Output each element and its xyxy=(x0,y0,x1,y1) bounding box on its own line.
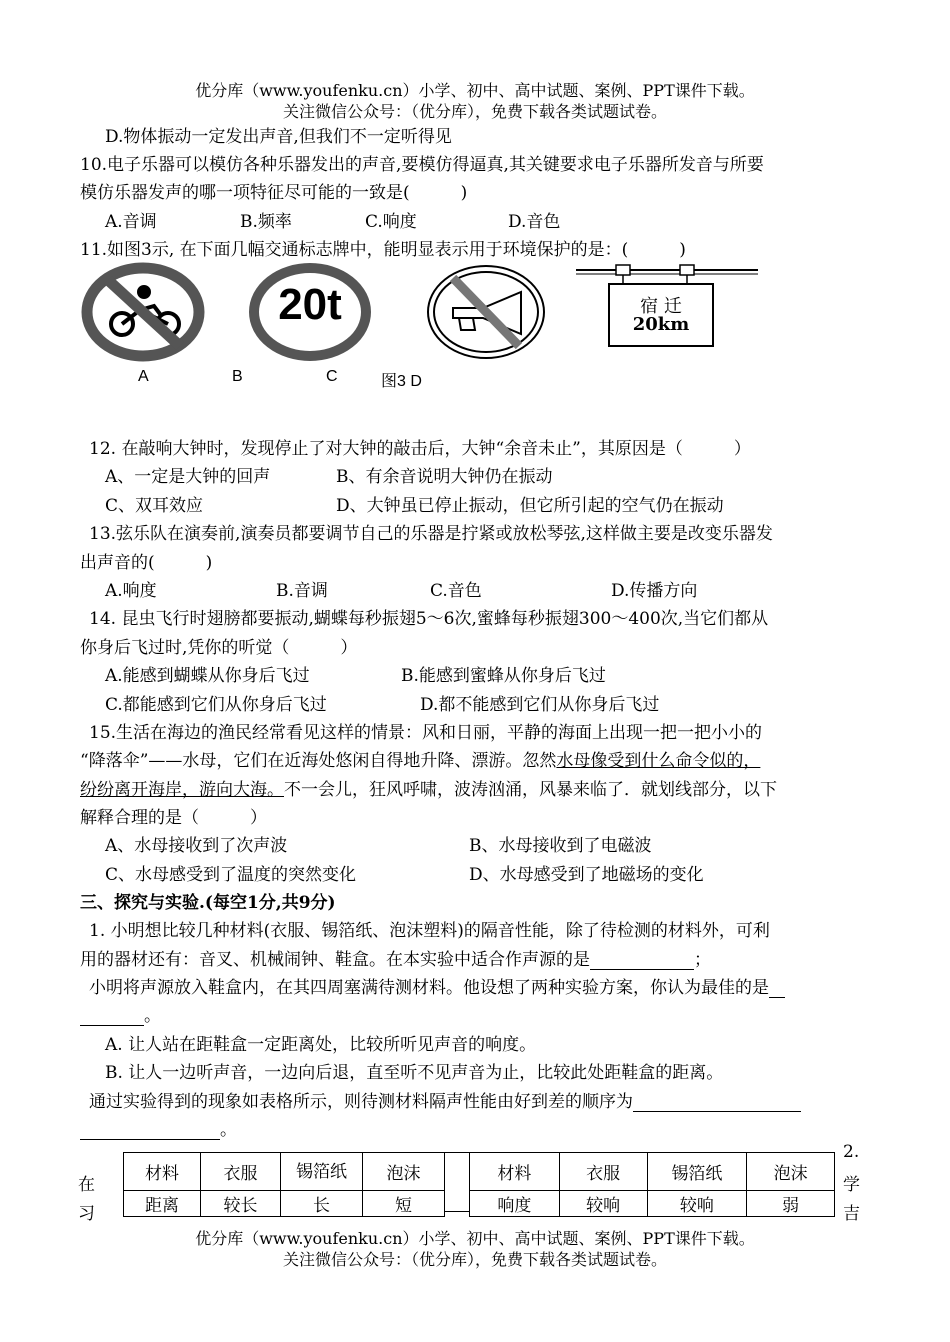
table-header-cell: 材料 xyxy=(470,1153,560,1191)
s3-p1-line-6-end: 。 xyxy=(220,1120,237,1140)
table-cell: 较响 xyxy=(559,1191,647,1217)
answer-blank-sound-source[interactable] xyxy=(590,951,694,970)
sign-label-b: B xyxy=(232,368,243,385)
q14-option-c: C.都能感到它们从你身后飞过 xyxy=(105,695,327,715)
sign-c-no-horn xyxy=(423,262,549,362)
q15-stem-3 xyxy=(80,775,777,800)
table-row xyxy=(470,1191,835,1217)
s3-p1-line-2-text: 用的器材还有：音叉、机械闹钟、鞋盒。在本实验中适合作声源的是 xyxy=(80,950,590,970)
q15-stem-1: 15.生活在海边的渔民经常看见这样的情景：风和日丽，平静的海面上出现一把一把小小的 xyxy=(89,723,763,743)
q15-underlined-2: 纷纷离开海岸，游向大海。 xyxy=(80,780,284,800)
side-right-1: 2. xyxy=(843,1142,860,1162)
table-cell: 响度 xyxy=(470,1191,560,1217)
s3-option-a: A. 让人站在距鞋盒一定距离处，比较所听见声音的响度。 xyxy=(105,1035,537,1055)
q12-option-b: B、有余音说明大钟仍在振动 xyxy=(336,467,553,487)
s3-p1-line-2-end: ； xyxy=(694,950,711,970)
answer-blank-order-cont[interactable] xyxy=(80,1121,220,1140)
q15-underlined-1: 水母像受到什么命令似的， xyxy=(556,751,761,771)
s3-p1-line-4-end: 。 xyxy=(144,1006,161,1026)
sign-a-no-bicycle xyxy=(80,262,206,362)
q13-stem-2: 出声音的( ) xyxy=(80,553,213,573)
q15-stem-4: 解释合理的是（ ） xyxy=(80,808,267,828)
table-header-cell: 衣服 xyxy=(201,1153,281,1191)
table-header-cell: 泡沫 xyxy=(363,1153,445,1191)
s3-p1-line-2 xyxy=(80,945,711,970)
footer-line-2: 关注微信公众号：（优分库），免费下载各类试题试卷。 xyxy=(282,1250,667,1269)
s3-p1-line-5-text: 通过实验得到的现象如表格所示，则待测材料隔声性能由好到差的顺序为 xyxy=(89,1092,633,1112)
q13-option-d: D.传播方向 xyxy=(611,581,698,601)
sign-label-c: C xyxy=(326,368,338,385)
q15-option-b: B、水母接收到了电磁波 xyxy=(469,836,652,856)
side-left-1: 在 xyxy=(78,1175,95,1195)
footer-line-1: 优分库（www.youfenku.cn）小学、初中、高中试题、案例、PPT课件下载。 xyxy=(195,1229,755,1248)
s3-p1-line-3-text: 小明将声源放入鞋盒内，在其四周塞满待测材料。他设想了两种实验方案，你认为最佳的是 xyxy=(89,978,769,998)
q10-stem-1: 10.电子乐器可以模仿各种乐器发出的声音,要模仿得逼真,其关键要求电子乐器所发音与所要 xyxy=(80,155,764,175)
table-cell: 距离 xyxy=(124,1191,201,1217)
table-cell: 弱 xyxy=(747,1191,835,1217)
q12-stem: 12. 在敲响大钟时，发现停止了对大钟的敲击后，大钟“余音未止”，其原因是（ ） xyxy=(89,439,751,459)
answer-blank-best-plan[interactable] xyxy=(769,979,785,998)
s3-p1-line-4 xyxy=(80,1001,161,1026)
q15-stem-2 xyxy=(80,746,760,771)
q13-option-c: C.音色 xyxy=(430,581,482,601)
q11-stem: 11.如图3示, 在下面几幅交通标志牌中，能明显表示用于环境保护的是：( ) xyxy=(80,240,686,260)
side-right-3: 吉 xyxy=(843,1204,860,1224)
answer-blank-best-plan-cont[interactable] xyxy=(80,1007,144,1026)
sign-d-line-1: 宿 迁 xyxy=(640,296,682,317)
s3-option-b: B. 让人一边听声音，一边向后退，直至听不见声音为止，比较此处距鞋盒的距离。 xyxy=(105,1063,724,1083)
table-row xyxy=(470,1153,835,1191)
table-divider xyxy=(445,1152,470,1212)
s3-p1-line-1: 1. 小明想比较几种材料(衣服、锡箔纸、泡沫塑料)的隔音性能，除了待检测的材料外，可利 xyxy=(89,921,770,941)
table-header-cell: 材料 xyxy=(124,1153,201,1191)
loudness-table xyxy=(469,1152,835,1217)
q9-option-d: D.物体振动一定发出声音,但我们不一定听得见 xyxy=(105,127,452,147)
q15-stem-2-text: “降落伞”——水母，它们在近海处悠闲自得地升降、漂游。忽然 xyxy=(80,751,557,771)
figure-caption: 图3 D xyxy=(381,373,422,390)
q14-option-a: A.能感到蝴蝶从你身后飞过 xyxy=(105,666,310,686)
table-cell: 长 xyxy=(281,1191,363,1217)
q14-option-d: D.都不能感到它们从你身后飞过 xyxy=(420,695,660,715)
table-cell: 较响 xyxy=(647,1191,747,1217)
table-row xyxy=(124,1153,445,1191)
q12-option-c: C、双耳效应 xyxy=(105,496,204,516)
sign-label-a: A xyxy=(138,368,149,385)
q13-option-a: A.响度 xyxy=(105,581,157,601)
sign-d-line-2: 20km xyxy=(632,314,690,335)
q10-option-b: B.频率 xyxy=(240,212,292,232)
s3-p1-line-3 xyxy=(89,973,785,998)
section-3-title: 三、探究与实验.(每空1分,共9分) xyxy=(80,893,336,913)
q12-option-a: A、一定是大钟的回声 xyxy=(105,467,271,487)
table-header-cell: 泡沫 xyxy=(747,1153,835,1191)
table-header-cell: 锡箔纸 xyxy=(281,1153,363,1191)
s3-p1-line-5 xyxy=(89,1087,801,1112)
q10-option-d: D.音色 xyxy=(508,212,561,232)
q10-option-a: A.音调 xyxy=(105,212,157,232)
header-line-1: 优分库（www.youfenku.cn）小学、初中、高中试题、案例、PPT课件下载。 xyxy=(195,81,755,100)
q14-stem-2: 你身后飞过时,凭你的听觉（ ） xyxy=(80,638,358,658)
answer-blank-order[interactable] xyxy=(633,1093,801,1112)
s3-p1-line-6 xyxy=(80,1115,237,1140)
header-line-2: 关注微信公众号：（优分库），免费下载各类试题试卷。 xyxy=(282,102,667,121)
q15-stem-3-text: 不一会儿，狂风呼啸，波涛汹涌，风暴来临了．就划线部分，以下 xyxy=(284,780,777,800)
q12-option-d: D、大钟虽已停止振动，但它所引起的空气仍在振动 xyxy=(336,496,724,516)
q10-option-c: C.响度 xyxy=(365,212,417,232)
q15-option-a: A、水母接收到了次声波 xyxy=(105,836,288,856)
table-header-cell: 衣服 xyxy=(559,1153,647,1191)
sign-b-text: 20t xyxy=(278,280,342,329)
table-header-cell: 锡箔纸 xyxy=(647,1153,747,1191)
table-cell: 短 xyxy=(363,1191,445,1217)
side-right-2: 学 xyxy=(843,1175,860,1195)
table-row xyxy=(124,1191,445,1217)
distance-table xyxy=(123,1152,445,1217)
q15-option-c: C、水母感受到了温度的突然变化 xyxy=(105,865,357,885)
q13-stem-1: 13.弦乐队在演奏前,演奏员都要调节自己的乐器是拧紧或放松琴弦,这样做主要是改变乐器发 xyxy=(89,524,773,544)
q14-stem-1: 14. 昆虫飞行时翅膀都要振动,蝴蝶每秒振翅5～6次,蜜蜂每秒振翅300～400次,当它们都从 xyxy=(89,609,769,629)
table-cell: 较长 xyxy=(201,1191,281,1217)
side-left-2: 习 xyxy=(78,1204,95,1224)
q15-option-d: D、水母感受到了地磁场的变化 xyxy=(469,865,704,885)
q14-option-b: B.能感到蜜蜂从你身后飞过 xyxy=(401,666,606,686)
q10-stem-2: 模仿乐器发声的哪一项特征尽可能的一致是( ) xyxy=(80,183,468,203)
q13-option-b: B.音调 xyxy=(276,581,328,601)
